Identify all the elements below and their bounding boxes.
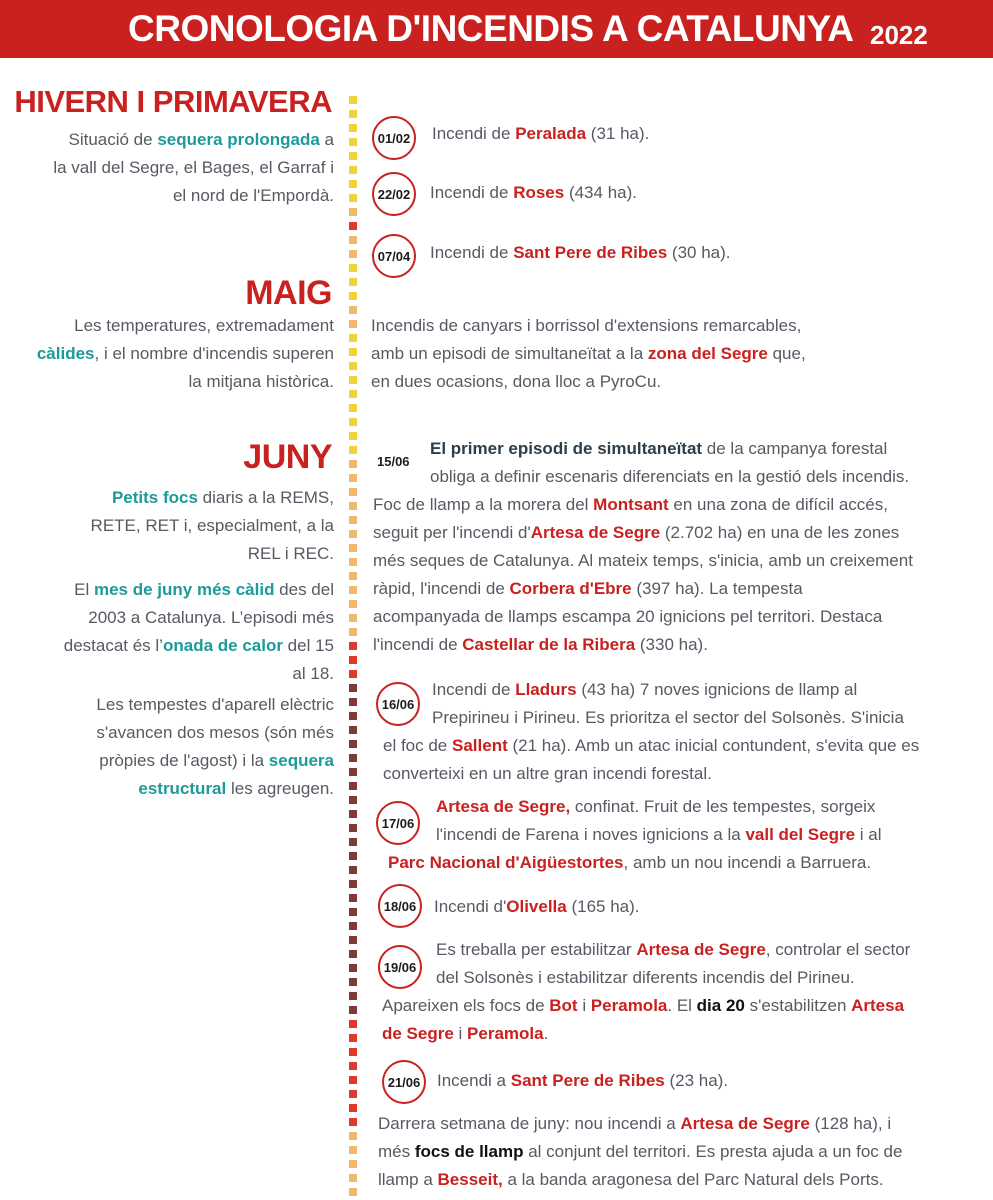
timeline-dot bbox=[349, 1006, 357, 1014]
timeline-dot bbox=[349, 1020, 357, 1028]
timeline-dot bbox=[349, 278, 357, 286]
timeline-dot bbox=[349, 796, 357, 804]
timeline-dot bbox=[349, 852, 357, 860]
timeline-dot bbox=[349, 404, 357, 412]
timeline-dot bbox=[349, 348, 357, 356]
timeline-dot bbox=[349, 964, 357, 972]
maig-description: Les temperatures, extremadament càlides, i el nombre d'incendis superen la mitjana històrica. bbox=[36, 316, 334, 391]
event-15-06-body: Foc de llamp a la morera del Montsant en una zona de difícil accés, seguit per l'incendi d'Artesa de Segre (2.702 ha) en una de les zones més seques de Catalunya. Al mateix temps, s'inicia, amb un creixement ràpid, l'incendi de Corbera d'Ebre (397 ha). La tempesta acompanyada de llamps escampa 20 ignicions pel territori. Destaca l'incendi de Castellar de la Ribera (330 ha). bbox=[373, 495, 913, 654]
timeline-dot bbox=[349, 978, 357, 986]
timeline-dot bbox=[349, 880, 357, 888]
timeline-dot bbox=[349, 446, 357, 454]
timeline-dot bbox=[349, 1062, 357, 1070]
date-badge-16-06: 16/06 bbox=[376, 682, 420, 726]
date-badge-18-06: 18/06 bbox=[378, 884, 422, 928]
event-16-06-head: Incendi de Lladurs (43 ha) 7 noves ignicions de llamp al Prepirineu i Pirineu. Es prioritza el sector del Solsonès. S'inicia bbox=[432, 680, 904, 727]
date-15-06: 15/06 bbox=[377, 454, 410, 469]
timeline-dot bbox=[349, 390, 357, 398]
event-17-06-head: Artesa de Segre, confinat. Fruit de les tempestes, sorgeix l'incendi de Farena i noves ignicions a la vall del Segre i al bbox=[436, 797, 882, 844]
timeline-dot bbox=[349, 516, 357, 524]
date-badge-01-02: 01/02 bbox=[372, 116, 416, 160]
timeline-dot bbox=[349, 488, 357, 496]
timeline-dot bbox=[349, 320, 357, 328]
timeline-dot bbox=[349, 754, 357, 762]
maig-text: Incendis de canyars i borrissol d'extensions remarcables, amb un episodi de simultaneïtat a la zona del Segre que, en dues ocasions, dona lloc a PyroCu. bbox=[371, 316, 806, 391]
section-title-juny: JUNY bbox=[243, 438, 332, 476]
timeline-dot bbox=[349, 782, 357, 790]
timeline-dot bbox=[349, 264, 357, 272]
timeline-dot bbox=[349, 572, 357, 580]
timeline-dot bbox=[349, 698, 357, 706]
timeline-dot bbox=[349, 712, 357, 720]
event-16-06-body: el foc de Sallent (21 ha). Amb un atac inicial contundent, s'evita que es converteixi en un altre gran incendi forestal. bbox=[383, 736, 920, 783]
timeline-dot bbox=[349, 1034, 357, 1042]
timeline-dot bbox=[349, 376, 357, 384]
timeline-dot bbox=[349, 236, 357, 244]
date-badge-22-02: 22/02 bbox=[372, 172, 416, 216]
timeline-dot bbox=[349, 124, 357, 132]
page-title: CRONOLOGIA D'INCENDIS A CATALUNYA bbox=[128, 8, 854, 49]
timeline-dot bbox=[349, 138, 357, 146]
date-badge-19-06: 19/06 bbox=[378, 945, 422, 989]
timeline-dot bbox=[349, 1174, 357, 1182]
juny-description-2: El mes de juny més càlid des del 2003 a Catalunya. L’episodi més destacat és l’onada de calor del 15 al 18. bbox=[63, 580, 334, 683]
timeline-dot bbox=[349, 502, 357, 510]
header-banner bbox=[0, 0, 993, 58]
timeline-dot bbox=[349, 460, 357, 468]
timeline-dot bbox=[349, 684, 357, 692]
event-07-04: Incendi de Sant Pere de Ribes (30 ha). bbox=[430, 243, 731, 262]
timeline-dot bbox=[349, 222, 357, 230]
timeline-dot bbox=[349, 768, 357, 776]
timeline-dot bbox=[349, 544, 357, 552]
timeline-dot bbox=[349, 600, 357, 608]
timeline-dot bbox=[349, 474, 357, 482]
hivern-desc-line: la vall del Segre, el Bages, el Garraf i bbox=[53, 158, 334, 177]
event-21-06: Incendi a Sant Pere de Ribes (23 ha). bbox=[437, 1071, 729, 1090]
timeline-dot bbox=[349, 894, 357, 902]
timeline-dot bbox=[349, 992, 357, 1000]
timeline-dot bbox=[349, 362, 357, 370]
timeline-dot bbox=[349, 530, 357, 538]
timeline-dot bbox=[349, 726, 357, 734]
timeline-dot bbox=[349, 292, 357, 300]
timeline-dot bbox=[349, 194, 357, 202]
timeline-dot bbox=[349, 866, 357, 874]
page-year: 2022 bbox=[870, 20, 928, 50]
timeline-dot bbox=[349, 1160, 357, 1168]
timeline-dot bbox=[349, 936, 357, 944]
date-badge-17-06: 17/06 bbox=[376, 801, 420, 845]
timeline-dot bbox=[349, 922, 357, 930]
event-01-02: Incendi de Peralada (31 ha). bbox=[432, 124, 650, 143]
timeline-dot bbox=[349, 96, 357, 104]
timeline-dot bbox=[349, 180, 357, 188]
date-badge-21-06: 21/06 bbox=[382, 1060, 426, 1104]
timeline-dot bbox=[349, 334, 357, 342]
section-title-maig: MAIG bbox=[245, 274, 332, 312]
timeline-dot bbox=[349, 1048, 357, 1056]
timeline-dot bbox=[349, 1146, 357, 1154]
event-22-02: Incendi de Roses (434 ha). bbox=[430, 183, 637, 202]
timeline-dot bbox=[349, 950, 357, 958]
date-badge-07-04: 07/04 bbox=[372, 234, 416, 278]
event-15-06-head: El primer episodi de simultaneïtat de la campanya forestal obliga a definir escenaris diferenciats en la gestió dels incendis. bbox=[430, 439, 910, 486]
timeline-dot bbox=[349, 418, 357, 426]
timeline-dot bbox=[349, 558, 357, 566]
timeline-dot bbox=[349, 1090, 357, 1098]
timeline-dot bbox=[349, 250, 357, 258]
timeline-dot bbox=[349, 208, 357, 216]
timeline-dot bbox=[349, 670, 357, 678]
timeline-dot bbox=[349, 166, 357, 174]
event-19-06-body: Apareixen els focs de Bot i Peramola. El dia 20 s'estabilitzen Artesa de Segre i Peramola. bbox=[382, 996, 905, 1043]
timeline-dot bbox=[349, 306, 357, 314]
juny-description-1: Petits focs diaris a la REMS, RETE, RET i, especialment, a la REL i REC. bbox=[90, 488, 334, 563]
hivern-desc-line: el nord de l'Empordà. bbox=[172, 186, 334, 205]
timeline-dot bbox=[349, 1132, 357, 1140]
juny-description-3: Les tempestes d'aparell elèctric s'avancen dos mesos (són més pròpies de l'agost) i la sequera estructural les agreugen. bbox=[96, 695, 334, 798]
event-19-06-head: Es treballa per estabilitzar Artesa de Segre, controlar el sector del Solsonès i estabilitzar diferents incendis del Pirineu. bbox=[436, 940, 911, 987]
event-18-06: Incendi d'Olivella (165 ha). bbox=[434, 897, 640, 916]
event-last-week: Darrera setmana de juny: nou incendi a Artesa de Segre (128 ha), i més focs de llamp al conjunt del territori. Es presta ajuda a un foc de llamp a Besseit, a la banda aragonesa del Parc Natural dels Ports. bbox=[378, 1114, 903, 1189]
timeline-dot bbox=[349, 1104, 357, 1112]
hivern-desc-line: Situació de sequera prolongada a bbox=[68, 130, 334, 149]
timeline-dot bbox=[349, 1118, 357, 1126]
timeline-dot bbox=[349, 432, 357, 440]
timeline-dot bbox=[349, 110, 357, 118]
timeline-dot bbox=[349, 1188, 357, 1196]
timeline-dot bbox=[349, 908, 357, 916]
timeline-dot bbox=[349, 586, 357, 594]
section-title-hivern: HIVERN I PRIMAVERA bbox=[14, 84, 332, 119]
timeline-dot bbox=[349, 740, 357, 748]
timeline-dot bbox=[349, 614, 357, 622]
timeline-dot bbox=[349, 810, 357, 818]
timeline-dot bbox=[349, 628, 357, 636]
timeline-dot bbox=[349, 656, 357, 664]
timeline-dot bbox=[349, 152, 357, 160]
timeline-dot bbox=[349, 642, 357, 650]
event-17-06-body: Parc Nacional d'Aigüestortes, amb un nou incendi a Barruera. bbox=[388, 853, 872, 872]
timeline-dot bbox=[349, 1076, 357, 1084]
timeline-dot bbox=[349, 838, 357, 846]
hivern-description bbox=[14, 126, 334, 210]
timeline-dot bbox=[349, 824, 357, 832]
